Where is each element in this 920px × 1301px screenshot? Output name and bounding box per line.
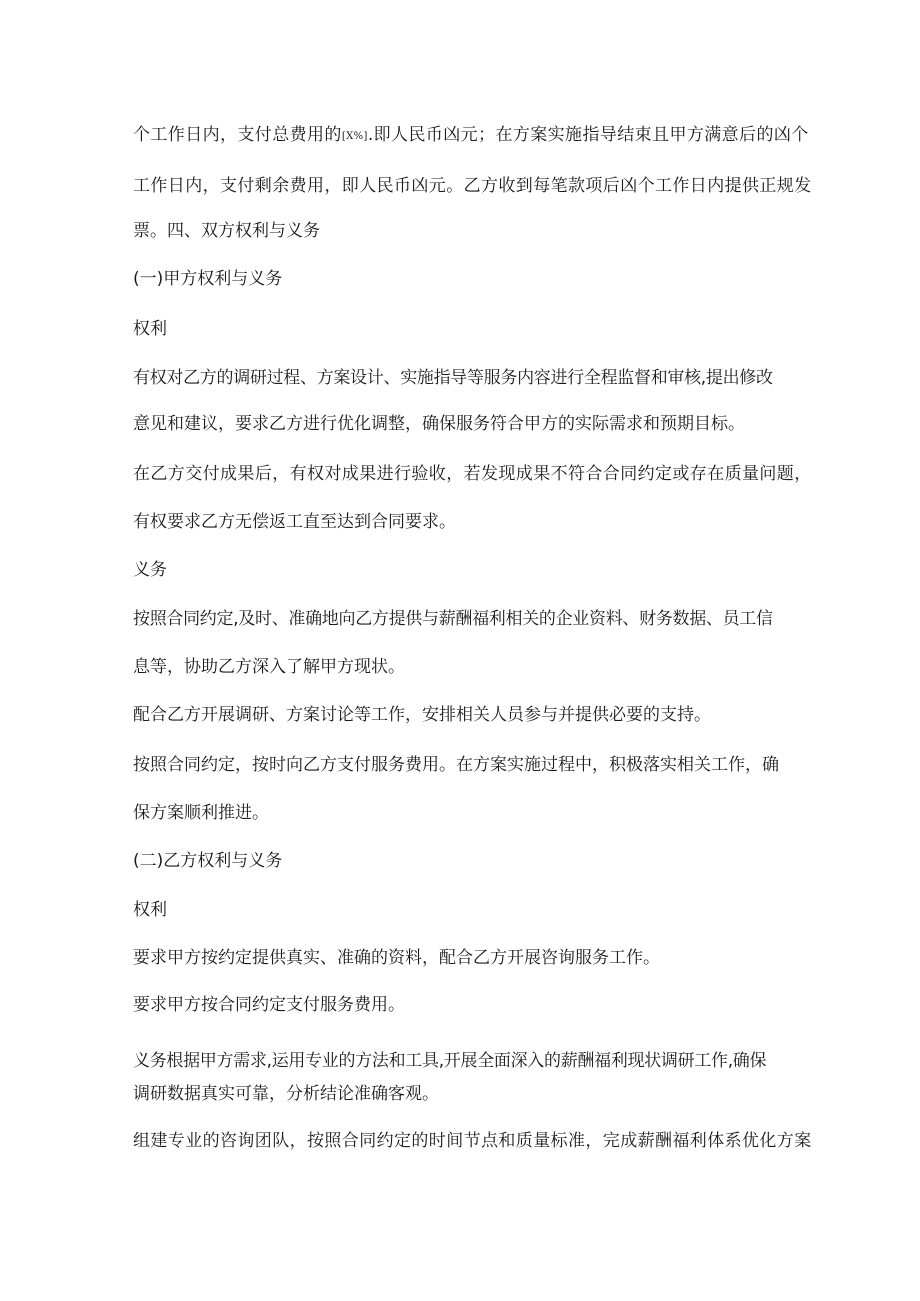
text-line: 在乙方交付成果后，有权对成果进行验收，若发现成果不符合合同约定或存在质量问题， — [133, 464, 812, 484]
text-segment: 个工作日内，支付总费用的 — [133, 125, 342, 145]
text-line: 票。四、双方权利与义务 — [133, 221, 320, 241]
text-line: 工作日内，支付剩余费用，即人民币凶元。乙方收到每笔款项后凶个工作日内提供正规发 — [133, 176, 812, 196]
subheading: 权利 — [133, 900, 167, 920]
text-line: 有权对乙方的调研过程、方案设计、实施指导等服务内容进行全程监督和审核,提出修改 — [133, 368, 773, 388]
text-line: 组建专业的咨询团队，按照合同约定的时间节点和质量标准，完成薪酬福利体系优化方案 — [133, 1131, 812, 1151]
text-line: 息等，协助乙方深入了解甲方现状。 — [133, 657, 405, 677]
text-segment: .即人民币凶元；在方案实施指导结束且甲方满意后的凶个 — [367, 125, 809, 145]
section-heading: (一)甲方权利与义务 — [133, 269, 283, 289]
text-line — [133, 124, 809, 148]
text-line: 要求甲方按约定提供真实、准确的资料，配合乙方开展咨询服务工作。 — [133, 948, 660, 968]
percent-placeholder: [X%] — [341, 131, 368, 142]
text-line: 配合乙方开展调研、方案讨论等工作，安排相关人员参与并提供必要的支持。 — [133, 705, 711, 725]
text-line: 意见和建议，要求乙方进行优化调整，确保服务符合甲方的实际需求和预期目标。 — [133, 414, 745, 434]
section-heading: (二)乙方权利与义务 — [133, 851, 283, 871]
text-line: 要求甲方按合同约定支付服务费用。 — [133, 995, 405, 1015]
subheading: 义务 — [133, 560, 167, 580]
text-line: 有权要求乙方无偿返工直至达到合同要求。 — [133, 512, 456, 532]
text-line: 保方案顺利推进。 — [133, 803, 269, 823]
text-line: 义务根据甲方需求,运用专业的方法和工具,开展全面深入的薪酬福利现状调研工作,确保 — [133, 1051, 767, 1071]
text-line: 按照合同约定，按时向乙方支付服务费用。在方案实施过程中，积极落实相关工作，确 — [133, 755, 779, 775]
subheading: 权利 — [133, 319, 167, 339]
text-line: 按照合同约定,及时、准确地向乙方提供与薪酬福利相关的企业资料、财务数据、员工信 — [133, 609, 773, 629]
text-line: 调研数据真实可靠，分析结论准确客观。 — [133, 1084, 439, 1104]
